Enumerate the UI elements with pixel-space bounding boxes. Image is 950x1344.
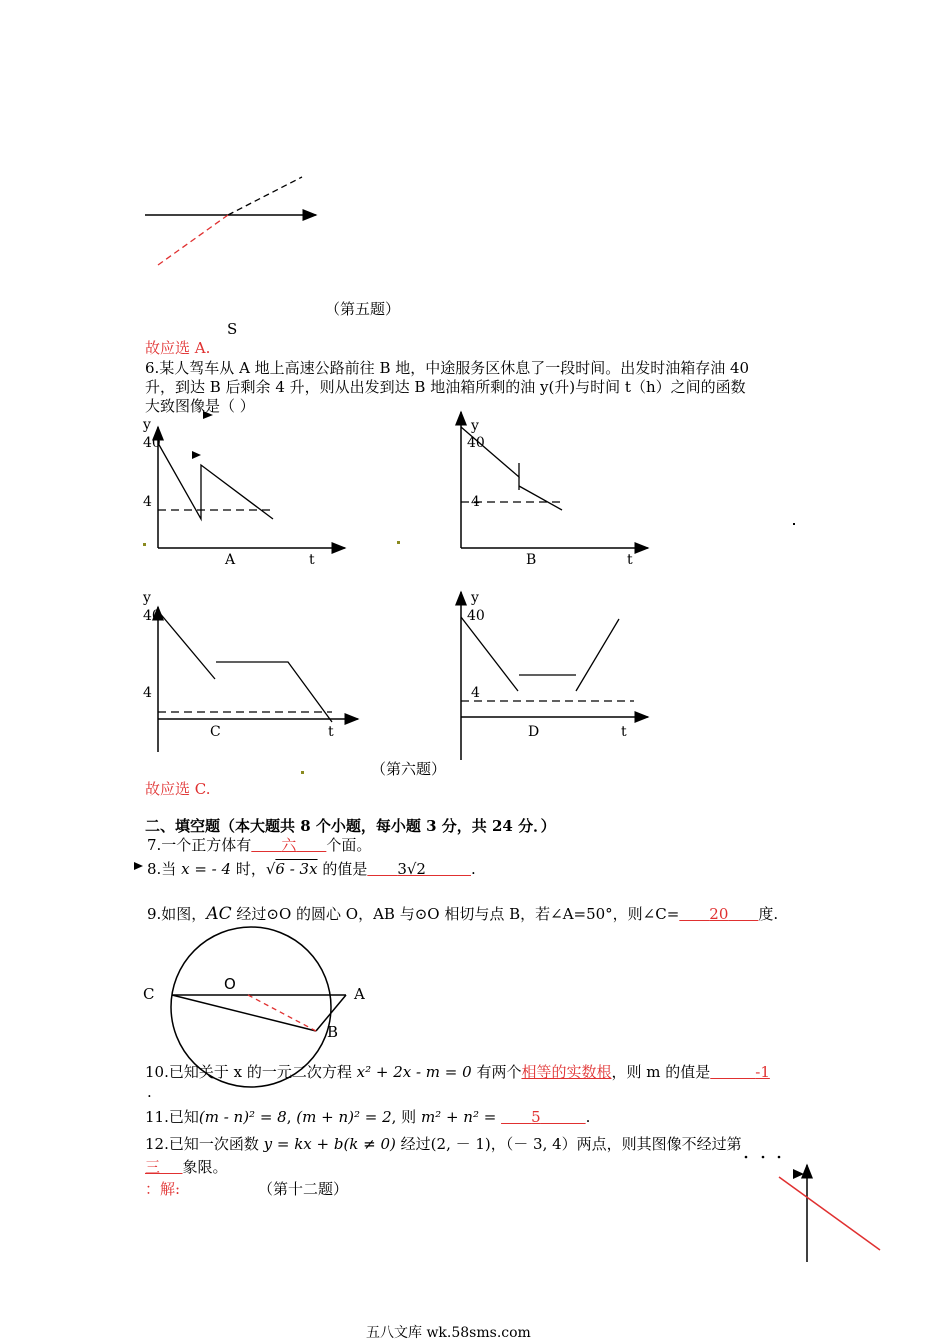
graph-c-y-label: y [143, 590, 151, 606]
q9-text-body: 经过⊙O 的圆心 O，AB 与⊙O 相切与点 B，若∠A=50°，则∠C= [231, 905, 680, 923]
graph-b-t-label: t [627, 552, 633, 568]
graph-b-40-label: 40 [467, 435, 485, 451]
graph-d-40-label: 40 [467, 608, 485, 624]
q12-equation: y = kx + b(k ≠ 0) [263, 1135, 396, 1153]
q7-answer: 六 [281, 836, 297, 854]
q12-line-2 [145, 1158, 228, 1177]
figure-9-a-label: A [354, 985, 365, 1003]
graph-c-t-label: t [328, 724, 334, 740]
graph-d-t-label: t [621, 724, 627, 740]
q8-condition: x = - 4 [181, 860, 232, 878]
q10-equation: x² + 2x - m = 0 [356, 1063, 472, 1081]
q8 [147, 860, 476, 879]
graph-a-y-label: y [143, 417, 151, 433]
graph-c-4-label: 4 [143, 685, 152, 701]
graph-a [158, 411, 345, 548]
figure-9-o-label: O [224, 975, 236, 993]
q10-dot: . [147, 1083, 152, 1101]
q8-text-post: 的值是 [317, 860, 368, 878]
q7-tail: 个面。 [326, 836, 372, 854]
q12 [145, 1135, 742, 1154]
q12-solution-label: ：解: [145, 1180, 181, 1198]
q9 [147, 905, 778, 924]
q10-text-post: ，则 m 的值是 [611, 1063, 711, 1081]
graph-d-name: D [528, 724, 540, 740]
q7 [147, 836, 371, 855]
graph-a-4-label: 4 [143, 494, 152, 510]
q10-answer: -1 [755, 1063, 770, 1081]
q9-text-end: 度. [758, 905, 779, 923]
q6-line-1: 6.某人驾车从 A 地上高速公路前往 B 地，中途服务区休息了一段时间。出发时油箱存油 40 [145, 359, 750, 377]
q11-expr-1: (m - n)² = 8 [198, 1108, 287, 1126]
figure-9-c-label: C [143, 985, 155, 1003]
graph-d-4-label: 4 [471, 685, 480, 701]
graph-a-t-label: t [309, 552, 315, 568]
q10 [145, 1063, 770, 1082]
q11-sep-1: , [286, 1108, 297, 1126]
q8-text-mid: 时， [231, 860, 266, 878]
figure-5 [145, 177, 316, 265]
q8-text: 8.当 [147, 860, 182, 878]
q11-answer: 5 [531, 1108, 541, 1126]
section-2-title: 二、填空题（本大题共 8 个小题，每小题 3 分，共 24 分．） [145, 817, 556, 835]
q12-text-post: 经过(2, － 1)，（－ 3, 4）两点，则其图像不经过第 [395, 1135, 742, 1153]
graph-c-name: C [210, 724, 221, 740]
q8-sqrt: √6 - 3x [265, 860, 318, 878]
graph-d-y-label: y [471, 590, 479, 606]
q7-text: 7.一个正方体有 [147, 836, 252, 854]
q9-answer: 20 [709, 905, 729, 923]
q9-text: 9.如图， [147, 905, 207, 923]
q6-line-3: 大致图像是（ ） [145, 397, 255, 415]
q8-end: . [470, 860, 476, 878]
q10-highlight: 相等的实数根 [521, 1063, 612, 1081]
graph-b-y-label: y [471, 418, 479, 434]
figure-12-caption: （第十二题） [258, 1180, 349, 1198]
figure-5-caption: （第五题） [325, 300, 401, 318]
q12-text-end: 象限。 [182, 1158, 228, 1176]
q11-text: 11.已知 [145, 1108, 199, 1126]
q12-text: 12.已知一次函数 [145, 1135, 264, 1153]
graph-c-40-label: 40 [143, 608, 161, 624]
graph-d [461, 592, 648, 760]
q11-sep-2: , 则 [391, 1108, 421, 1126]
q8-answer: 3√2 [397, 860, 426, 878]
figure-6-caption: （第六题） [371, 760, 447, 778]
q10-text: 10.已知关于 x 的一元二次方程 [145, 1063, 357, 1081]
q5-answer: 故应选 A. [145, 339, 211, 357]
graph-b-name: B [526, 552, 537, 568]
q10-text-mid: 有两个 [471, 1063, 522, 1081]
graph-a-40-label: 40 [143, 435, 161, 451]
q11-expr-2: (m + n)² = 2 [296, 1108, 392, 1126]
figure-9-b-label: B [327, 1023, 339, 1041]
q12-answer: 三 [145, 1158, 161, 1176]
q11-expr-3: m² + n² = [420, 1108, 502, 1126]
graph-b [461, 412, 648, 548]
q11 [145, 1108, 590, 1127]
q11-end: . [585, 1108, 591, 1126]
figure-12 [745, 1156, 880, 1262]
graph-b-4-label: 4 [471, 494, 480, 510]
q6-answer: 故应选 C. [145, 780, 211, 798]
q9-ac: AC [206, 904, 232, 924]
figure-5-s-label: S [227, 320, 238, 338]
q6-line-2: 升，到达 B 后剩余 4 升，则从出发到达 B 地油箱所剩的油 y(升)与时间 t（h）之间的函数 [145, 378, 746, 396]
footer-watermark: 五八文库 wk.58sms.com [366, 1325, 531, 1341]
graph-a-name: A [225, 552, 236, 568]
